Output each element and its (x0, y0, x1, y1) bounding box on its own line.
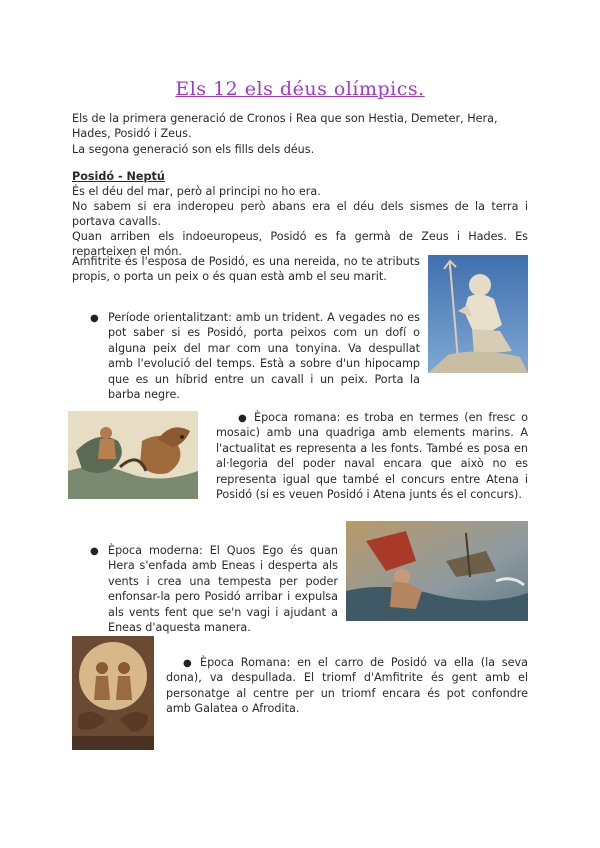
bullet-modern-era: Època moderna: El Quos Ego és quan Hera s'enfada amb Eneas i desperta als vents i crea una tempesta per poder enfonsar-la pero Posidó arribar i expulsa als vents fent que se'n vagi i ajudant a Eneas d'aquesta manera. (108, 544, 338, 635)
intro-generation-1: Els de la primera generació de Cronos i Rea que son Hestia, Demeter, Hera, Hades, Posidó i Zeus. (72, 112, 498, 141)
bullet-roman-era: Època romana: es troba en termes (en fresc o mosaic) amb una quadriga amb elements marins. A l'actualitat es representa a les fonts. També es posa en al·legoria del poder naval encara que això no es representa igual que també el concurs entre Atena i Posidó (si es veuen Posidó i Atena junts és el concurs). (216, 411, 528, 502)
bullet-marker: ● (183, 658, 192, 669)
paragraph-amphitrite: Amfitrite és l'esposa de Posidó, es una nereida, no te atributs propis, o porta un peix o és quan està amb el seu marit. (72, 255, 420, 284)
bullet-marker: ● (238, 413, 247, 424)
poseidon-statue-image (428, 255, 528, 373)
amphitrite-mosaic-image (72, 636, 154, 750)
roman-mosaic-image (68, 411, 198, 499)
paragraph-earthquakes: No sabem si era inderopeu però abans era el déu dels sismes de la terra i portava cavalls. (72, 200, 528, 229)
page-title: Els 12 els déus olímpics. (175, 78, 425, 100)
paragraph-god-of-sea: És el déu del mar, però al principi no ho era. (72, 185, 321, 198)
intro-generation-2: La segona generació son els fills dels déus. (72, 143, 315, 156)
bullet-orientalizing-period: Període orientalitzant: amb un trident. A vegades no es pot saber si es Posidó, porta peixos com un dofí o alguna peix del mar com una tonyina. Va despullat amb l'evolució del temps. Està a sobre d'un hipocamp que es un híbrid entre un cavall i un peix. Porta la barba negre. (108, 311, 420, 402)
bullet-marker: ● (90, 313, 99, 324)
section-heading: Posidó - Neptú (72, 170, 165, 183)
bullet-roman-era-amphitrite: Època Romana: en el carro de Posidó va ella (la seva dona), va despullada. El triomf d'Amfitrite és gent amb el personatge al centre per un triomf encara és pot confondre amb Galatea o Afrodita. (166, 656, 528, 716)
quos-ego-painting-image (346, 521, 528, 621)
paragraph-indoeuropeans: Quan arriben els indoeuropeus, Posidó es fa germà de Zeus i Hades. Es reparteixen el món. (72, 230, 528, 259)
bullet-marker: ● (90, 546, 99, 557)
